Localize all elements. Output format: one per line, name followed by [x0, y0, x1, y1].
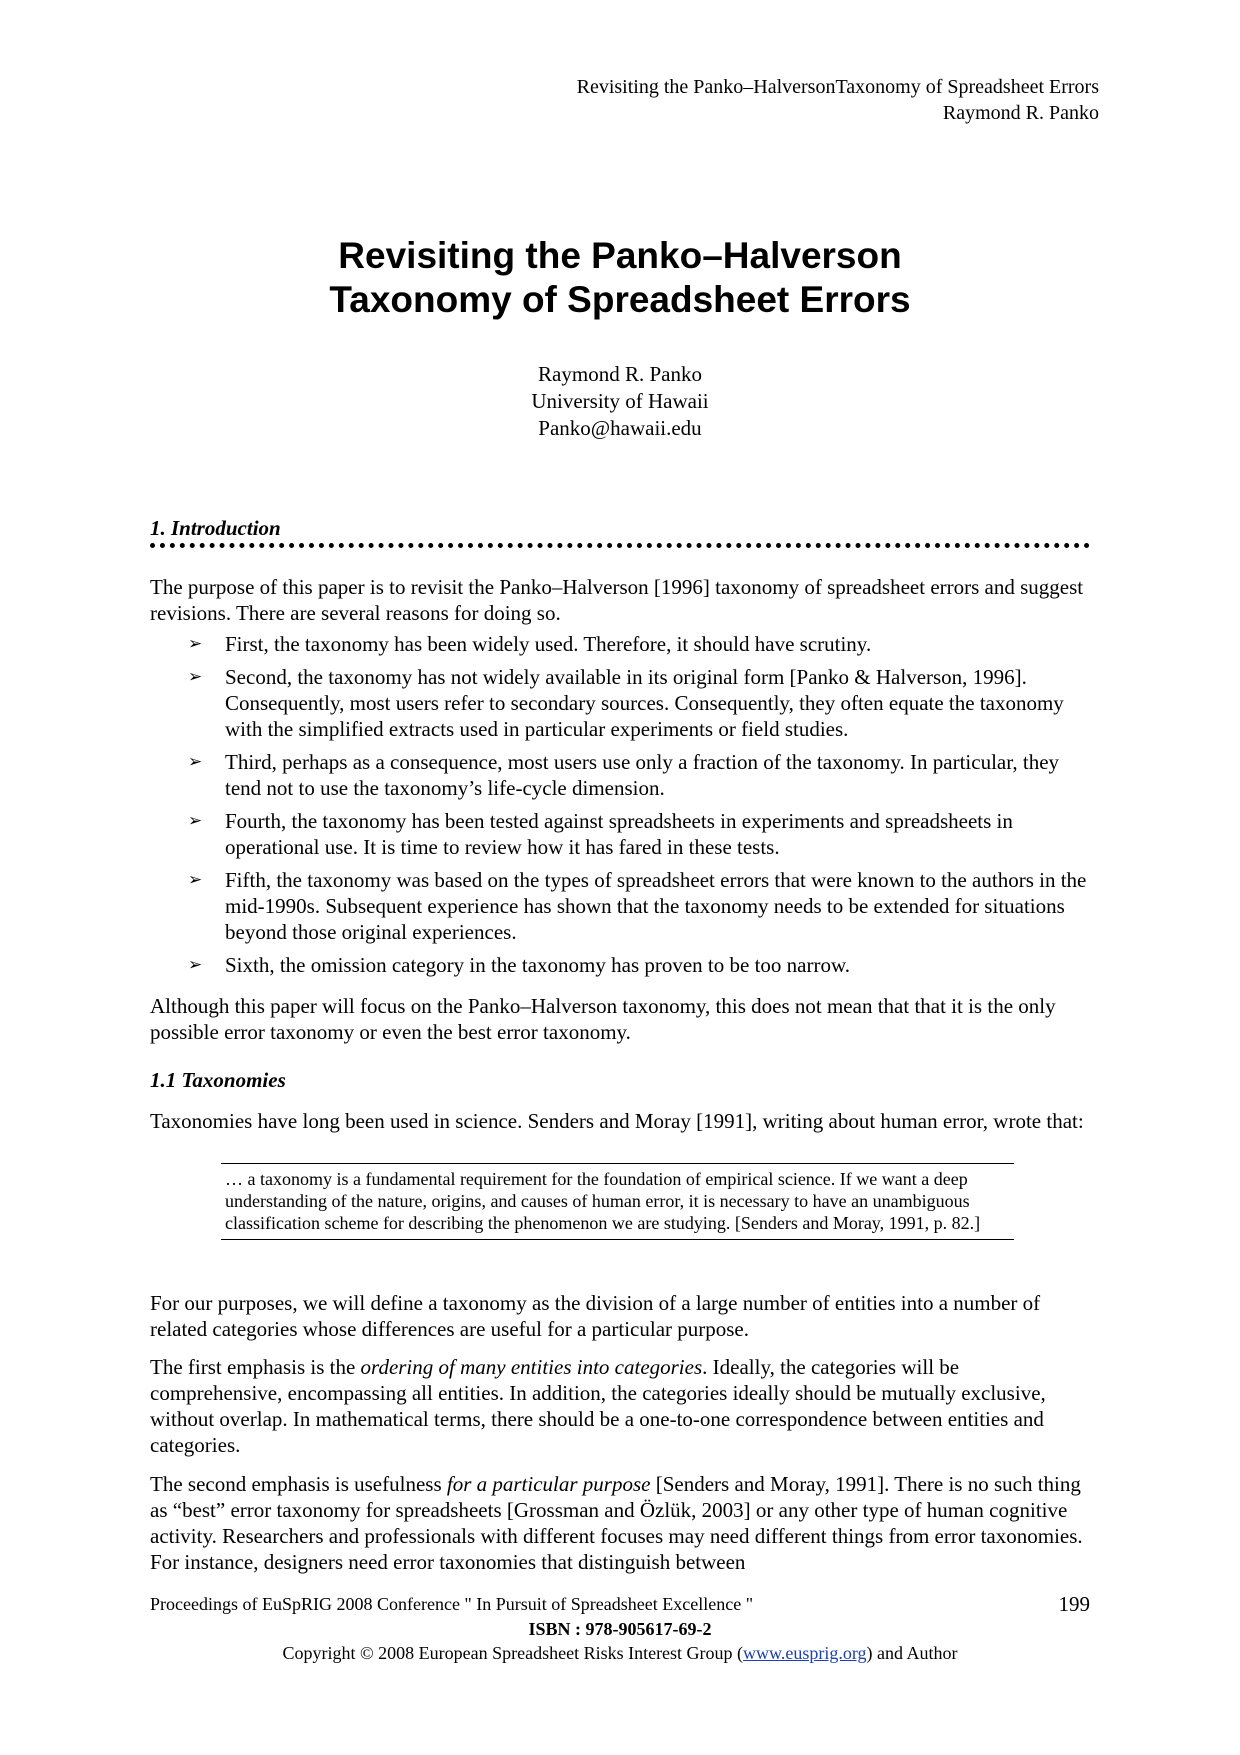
- block-quote: … a taxonomy is a fundamental requirement for the foundation of empirical science. If we want a deep understanding of the nature, origins, and causes of human error, it is necessary to have an unambiguous classification scheme for describing the phenomenon we are studying. [Senders and Moray, 1991, p. 82.]: [221, 1163, 1014, 1240]
- list-item: ➢ First, the taxonomy has been widely used. Therefore, it should have scrutiny.: [188, 632, 872, 656]
- page-number: 199: [1058, 1592, 1090, 1616]
- running-head-author: Raymond R. Panko: [942, 102, 1099, 124]
- eusprig-link[interactable]: www.eusprig.org: [743, 1643, 867, 1663]
- arrow-bullet-icon: ➢: [188, 955, 203, 974]
- paper-title-line1: Revisiting the Panko–Halverson: [338, 235, 902, 276]
- taxonomies-paragraph-1: Taxonomies have long been used in science. Senders and Moray [1991], writing about human error, wrote that:: [150, 1109, 1084, 1133]
- emphasis-text: ordering of many entities into categories: [360, 1355, 703, 1379]
- taxonomies-paragraph-4: The second emphasis is usefulness for a particular purpose [Senders and Moray, 1991]. There is no such thing as “best” error taxonomy for spreadsheets [Grossman and Özlük, 2003] or any other type of human cognitive activity. Researchers and professionals with different focuses may need different things from error taxonomies. For instance, designers need error taxonomies that distinguish between: [150, 1472, 1083, 1574]
- paper-title: [150, 234, 1090, 322]
- running-head: [577, 74, 1099, 126]
- list-item: ➢ Fourth, the taxonomy has been tested against spreadsheets in experiments and spreadsheets in operational use. It is time to review how it has fared in these tests.: [188, 809, 1013, 859]
- paper-title-line2: Taxonomy of Spreadsheet Errors: [329, 279, 911, 320]
- list-item: ➢ Third, perhaps as a consequence, most users use only a fraction of the taxonomy. In particular, they tend not to use the taxonomy’s life-cycle dimension.: [188, 750, 1060, 800]
- emphasis-text: for a particular purpose: [446, 1472, 651, 1496]
- list-item: ➢ Second, the taxonomy has not widely available in its original form [Panko & Halverson, 1996]. Consequently, most users refer to secondary sources. Consequently, they often equate the taxonomy with the simplified extracts used in particular experiments or field studies.: [188, 665, 1064, 741]
- subsection-heading-taxonomies: 1.1 Taxonomies: [150, 1068, 286, 1092]
- footer-copyright: Copyright © 2008 European Spreadsheet Risks Interest Group (www.eusprig.org) and Author: [282, 1643, 958, 1663]
- arrow-bullet-icon: ➢: [188, 870, 203, 889]
- taxonomies-paragraph-2: For our purposes, we will define a taxonomy as the division of a large number of entities into a number of related categories whose differences are useful for a particular purpose.: [150, 1291, 1041, 1341]
- arrow-bullet-icon: ➢: [188, 667, 203, 686]
- author-affiliation: University of Hawaii: [531, 389, 709, 413]
- intro-closing-paragraph: Although this paper will focus on the Panko–Halverson taxonomy, this does not mean that that it is the only possible error taxonomy or even the best error taxonomy.: [150, 994, 1056, 1044]
- author-block: [150, 361, 1090, 442]
- section-heading-introduction: 1. Introduction: [150, 516, 281, 540]
- footer-proceedings: Proceedings of EuSpRIG 2008 Conference " In Pursuit of Spreadsheet Excellence ": [150, 1594, 754, 1614]
- intro-paragraph: The purpose of this paper is to revisit the Panko–Halverson [1996] taxonomy of spreadsheet errors and suggest revisions. There are several reasons for doing so.: [150, 575, 1084, 625]
- arrow-bullet-icon: ➢: [188, 634, 203, 653]
- running-head-title: Revisiting the Panko–HalversonTaxonomy of Spreadsheet Errors: [576, 76, 1099, 98]
- author-name: Raymond R. Panko: [538, 362, 702, 386]
- reasons-list: [150, 631, 1090, 985]
- arrow-bullet-icon: ➢: [188, 752, 203, 771]
- list-item: ➢ Fifth, the taxonomy was based on the types of spreadsheet errors that were known to the authors in the mid-1990s. Subsequent experience has shown that the taxonomy needs to be extended for situations beyond those original experiences.: [188, 868, 1087, 944]
- taxonomies-paragraph-3: The first emphasis is the ordering of many entities into categories. Ideally, the categories will be comprehensive, encompassing all entities. In addition, the categories ideally should be mutually exclusive, without overlap. In mathematical terms, there should be a one-to-one correspondence between entities and categories.: [150, 1355, 1046, 1457]
- footer-isbn: ISBN : 978-905617-69-2: [528, 1619, 712, 1639]
- section-divider: [150, 543, 1090, 548]
- list-item: ➢ Sixth, the omission category in the taxonomy has proven to be too narrow.: [188, 953, 851, 977]
- arrow-bullet-icon: ➢: [188, 811, 203, 830]
- author-email: Panko@hawaii.edu: [538, 416, 702, 440]
